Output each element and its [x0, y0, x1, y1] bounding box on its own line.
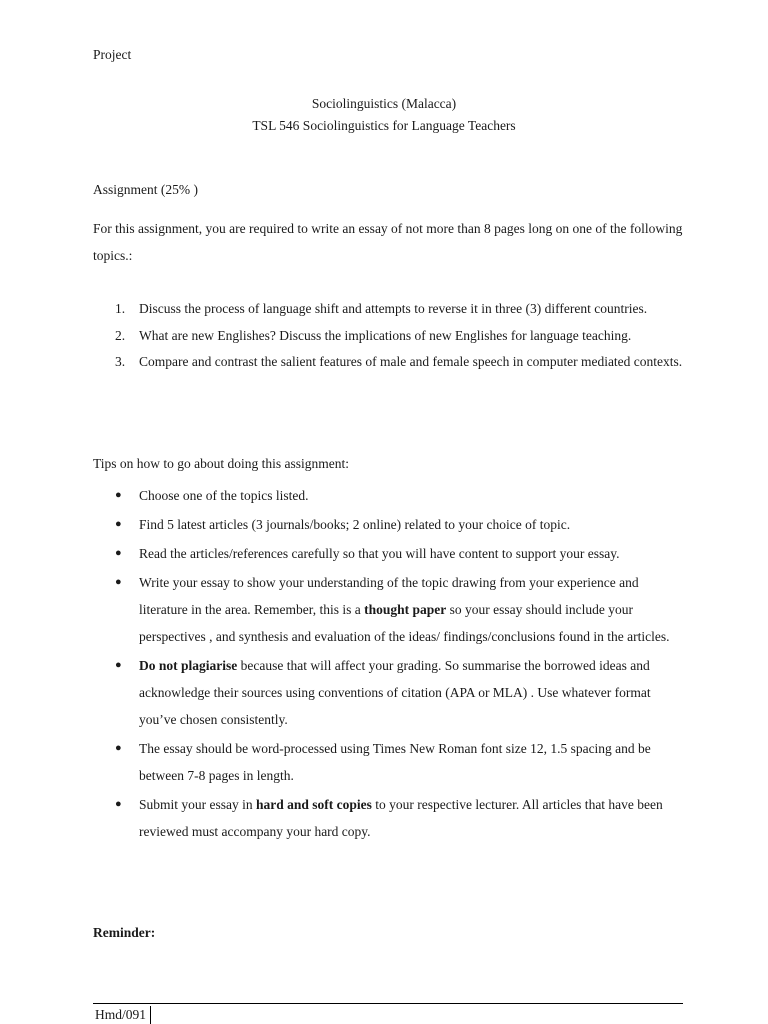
- topic-text: What are new Englishes? Discuss the implications of new Englishes for language teaching.: [139, 327, 632, 343]
- tip-item: [93, 482, 683, 509]
- tip-text-continued: because that will affect your grading. So summarise the borrowed ideas and acknowledge their sources using conventions of citation (APA or MLA) . Use whatever format you’ve chosen consistently.: [139, 658, 651, 727]
- tip-item: [93, 569, 683, 650]
- tips-list: [93, 482, 683, 847]
- tip-text: Write your essay to show your understanding of the topic drawing from your experience and literature in the area. Remember, this is a: [139, 575, 639, 617]
- tip-text-continued: so your essay should include your perspectives , and synthesis and evaluation of the ideas/ findings/conclusions found in the articles.: [139, 602, 670, 644]
- topics-list: [93, 296, 683, 376]
- tip-text: The essay should be word-processed using Times New Roman font size 12, 1.5 spacing and be between 7-8 pages in length.: [139, 741, 651, 783]
- topic-number: 1.: [115, 301, 126, 316]
- tip-item: [93, 511, 683, 538]
- footer-code: Hmd/091: [95, 1006, 151, 1024]
- topic-item: [93, 296, 683, 323]
- bullet-icon: ●: [115, 576, 122, 588]
- topic-text: Compare and contrast the salient features of male and female speech in computer mediated contexts.: [139, 354, 683, 369]
- tip-emphasis: Do not plagiarise: [139, 658, 238, 673]
- title-block: [0, 93, 768, 137]
- tip-item: [93, 791, 683, 845]
- tip-emphasis: hard and soft copies: [256, 797, 372, 812]
- bullet-icon: ●: [115, 798, 122, 810]
- assignment-intro: For this assignment, you are required to write an essay of not more than 8 pages long on one of the following topics.:: [93, 221, 683, 263]
- bullet-icon: ●: [115, 547, 122, 559]
- bullet-icon: ●: [115, 518, 122, 530]
- assignment-heading: Assignment (25% ): [93, 182, 198, 197]
- bullet-icon: ●: [115, 489, 122, 501]
- topic-item: [93, 349, 683, 376]
- reminder-heading: Reminder:: [93, 925, 156, 940]
- course-title: Sociolinguistics (Malacca): [311, 96, 457, 111]
- topic-text: Discuss the process of language shift and attempts to reverse it in three (3) different countries.: [139, 301, 648, 316]
- topic-number: 2.: [115, 327, 126, 343]
- tip-text: Find 5 latest articles (3 journals/books; 2 online) related to your choice of topic.: [139, 517, 571, 532]
- topic-item: [93, 323, 683, 350]
- footer-divider: [93, 1003, 683, 1004]
- tip-item: [93, 652, 683, 733]
- tip-text: Read the articles/references carefully so that you will have content to support your essay.: [139, 546, 620, 561]
- header-label: Project: [93, 47, 132, 62]
- bullet-icon: ●: [115, 659, 122, 671]
- tip-text: Choose one of the topics listed.: [139, 488, 309, 503]
- course-subtitle: TSL 546 Sociolinguistics for Language Teachers: [252, 118, 516, 133]
- tip-item: [93, 735, 683, 789]
- bullet-icon: ●: [115, 742, 122, 754]
- tip-text-continued: to your respective lecturer. All articles that have been reviewed must accompany your hard copy.: [139, 797, 663, 839]
- tip-emphasis: thought paper: [364, 602, 447, 617]
- topic-number: 3.: [115, 354, 126, 369]
- tip-item: [93, 540, 683, 567]
- tips-heading: Tips on how to go about doing this assignment:: [93, 456, 350, 471]
- tip-text: Submit your essay in: [139, 797, 256, 812]
